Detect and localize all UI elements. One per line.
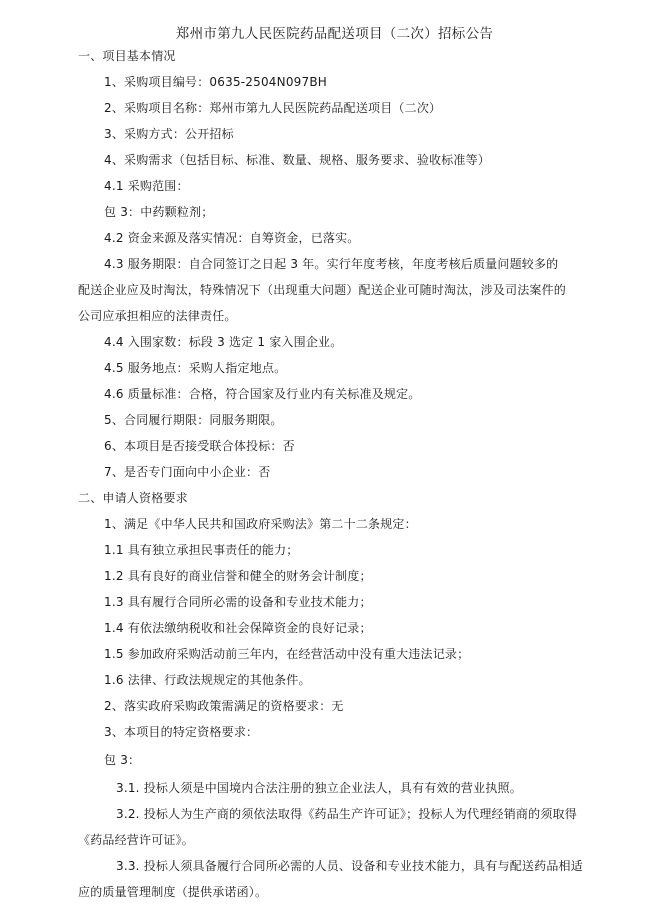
item-service-location: 4.5 服务地点：采购人指定地点。 — [104, 361, 287, 375]
item-req-3-1: 3.1. 投标人须是中国境内合法注册的独立企业法人，具有有效的营业执照。 — [116, 781, 522, 795]
item-project-name: 2、采购项目名称：郑州市第九人民医院药品配送项目（二次） — [104, 101, 442, 115]
item-procurement-scope: 4.1 采购范围： — [104, 179, 189, 193]
section-heading-2: 二、申请人资格要求 — [78, 491, 188, 505]
item-req-3-3-cont: 应的质量管理制度（提供承诺函）。 — [78, 885, 268, 899]
item-req-1-4: 1.4 有依法缴纳税收和社会保障资金的良好记录； — [104, 621, 372, 635]
item-quality-standard: 4.6 质量标准：合格，符合国家及行业内有关标准及规定。 — [104, 387, 421, 401]
item-service-period-cont-1: 配送企业应及时淘汰，特殊情况下（出现重大问题）配送企业可随时淘汰，涉及司法案件的 — [78, 283, 567, 297]
item-lot-3-label: 包 3： — [104, 753, 141, 767]
item-req-3-2-cont: 《药品经营许可证》。 — [78, 833, 195, 847]
item-specific-requirements: 3、本项目的特定资格要求： — [104, 725, 259, 739]
item-procurement-law: 1、满足《中华人民共和国政府采购法》第二十二条规定： — [104, 517, 417, 531]
item-sme-only: 7、是否专门面向中小企业：否 — [104, 465, 271, 479]
item-req-1-1: 1.1 具有独立承担民事责任的能力； — [104, 543, 299, 557]
item-service-period: 4.3 服务期限：自合同签订之日起 3 年。实行年度考核，年度考核后质量问题较多的 — [104, 257, 559, 271]
item-shortlist-count: 4.4 入围家数：标段 3 选定 1 家入围企业。 — [104, 335, 343, 349]
item-contract-period: 5、合同履行期限：同服务期限。 — [104, 413, 283, 427]
document-title: 郑州市第九人民医院药品配送项目（二次）招标公告 — [175, 26, 494, 42]
item-req-1-3: 1.3 具有履行合同所必需的设备和专业技术能力； — [104, 595, 372, 609]
item-req-1-5: 1.5 参加政府采购活动前三年内，在经营活动中没有重大违法记录； — [104, 647, 470, 661]
item-policy-requirements: 2、落实政府采购政策需满足的资格要求：无 — [104, 699, 344, 713]
item-req-3-3: 3.3. 投标人须具备履行合同所必需的人员、设备和专业技术能力，具有与配送药品相适 — [116, 859, 583, 873]
item-fund-source: 4.2 资金来源及落实情况：自筹资金，已落实。 — [104, 231, 360, 245]
item-procurement-requirements: 4、采购需求（包括目标、标准、数量、规格、服务要求、验收标准等） — [104, 153, 491, 167]
item-lot-3: 包 3：中药颗粒剂； — [104, 205, 214, 219]
item-consortium-bid: 6、本项目是否接受联合体投标：否 — [104, 439, 295, 453]
item-project-number: 1、采购项目编号：0635-2504N097BH — [104, 75, 327, 89]
item-procurement-method: 3、采购方式：公开招标 — [104, 127, 234, 141]
item-req-1-2: 1.2 具有良好的商业信誉和健全的财务会计制度； — [104, 569, 372, 583]
item-req-1-6: 1.6 法律、行政法规规定的其他条件。 — [104, 673, 311, 687]
item-service-period-cont-2: 公司应承担相应的法律责任。 — [78, 309, 237, 323]
item-req-3-2: 3.2. 投标人为生产商的须依法取得《药品生产许可证》；投标人为代理经销商的须取得 — [116, 807, 577, 821]
section-heading-1: 一、项目基本情况 — [78, 49, 176, 63]
